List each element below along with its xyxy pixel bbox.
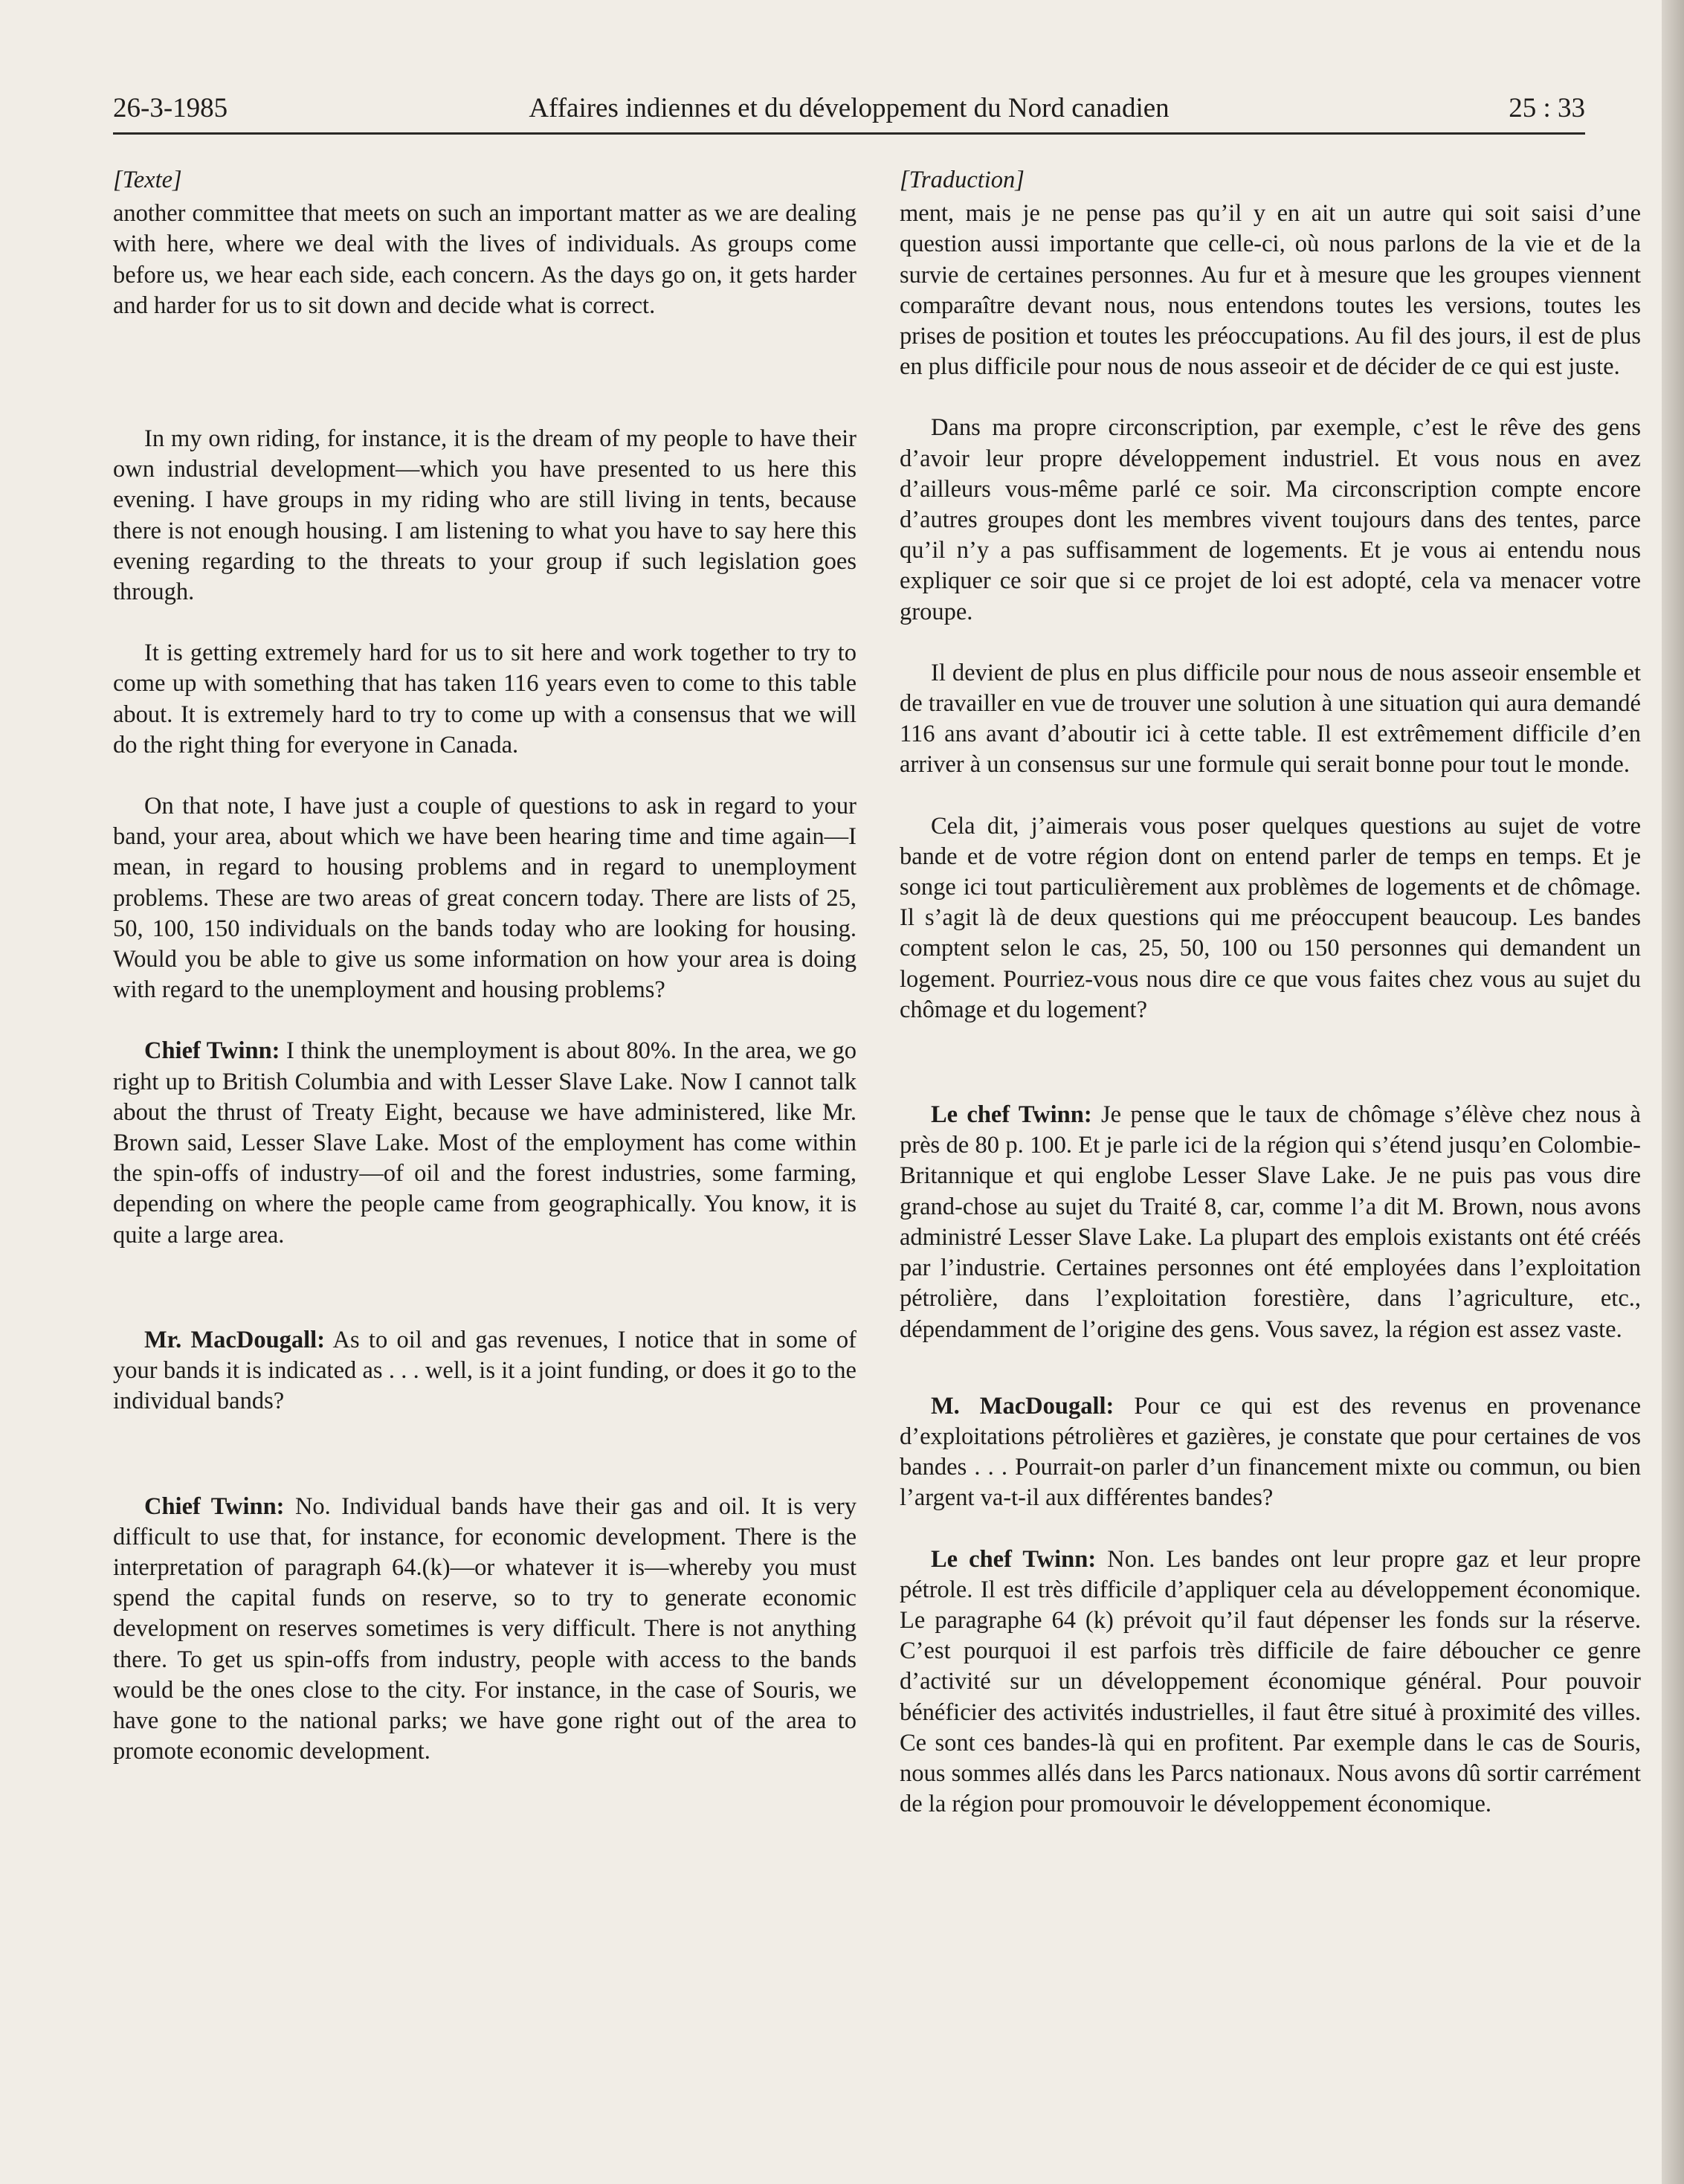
paragraph bbox=[900, 658, 1641, 781]
paragraph-text: Non. Les bandes ont leur propre gaz et leur propre pétrole. Il est très difficile d’appliquer cela au développement économique. Le paragraphe 64 (k) prévoit qu’il faut dépenser les fonds sur la réserve. C’est pourquoi il est parfois très difficile de faire déboucher ce genre d’activité sur un développement économique général. Pour pouvoir bénéficier des activités industrielles, il faut être situé à proximité des villes. Ce sont ces bandes-là qui en profitent. Par exemple dans le cas de Souris, nous sommes allés dans les Parcs nationaux. Nous avons dû sortir carrément de la région pour promouvoir le développement économique. bbox=[900, 1545, 1641, 1818]
running-header bbox=[113, 88, 1585, 129]
paragraph bbox=[113, 199, 856, 321]
paragraph bbox=[900, 1100, 1641, 1345]
paragraph bbox=[113, 1325, 856, 1417]
right-column-french bbox=[900, 165, 1641, 1820]
paragraph bbox=[113, 638, 856, 761]
paragraph-text: another committee that meets on such an important matter as we are dealing with here, where we deal with the lives of individuals. As groups come before us, we hear each side, each concern. As the days go on, it gets harder and harder for us to sit down and decide what is correct. bbox=[113, 200, 856, 319]
paragraph-text: Il devient de plus en plus difficile pour nous de nous asseoir ensemble et de travailler en vue de trouver une solution à une situation qui aura demandé 116 ans avant d’aboutir ici à cette table. Il est extrêmement difficile d’en arriver à un consensus sur une formule qui serait bonne pour tout le monde. bbox=[900, 659, 1641, 779]
paragraph-text: I think the unemployment is about 80%. In the area, we go right up to British Columbia and with Lesser Slave Lake. Now I cannot talk about the thrust of Treaty Eight, because we have administered, like Mr. Brown said, Lesser Slave Lake. Most of the employment has come within the spin-offs of industry—of oil and the forest industries, some farming, depending on where the people came from geographically. You know, it is quite a large area. bbox=[113, 1037, 856, 1249]
paragraph-text: It is getting extremely hard for us to sit here and work together to try to come up with something that has taken 116 years even to come to this table about. It is extremely hard to try to come up with a consensus that we will do the right thing for everyone in Canada. bbox=[113, 640, 856, 758]
left-column-english bbox=[113, 165, 856, 1767]
column-label: [Texte] bbox=[113, 167, 182, 193]
paragraph-text: ment, mais je ne pense pas qu’il y en ait un autre qui soit saisi d’une question aussi importante que celle-ci, où nous parlons de la vie et de la survie de certaines personnes. Au fur et à mesure que les groupes viennent comparaître devant nous, nous entendons toutes les versions, toutes les prises de position et toutes les préoccupations. Au fil des jours, il est de plus en plus difficile pour nous de nous asseoir et de décider de ce qui est juste. bbox=[900, 200, 1641, 381]
paragraph-text: No. Individual bands have their gas and oil. It is very difficult to use that, for instance, for economic development. There is the interpretation of paragraph 64.(k)—or whatever it is—whereby you must spend the capital funds on reserve, so to try to generate economic development on reserves sometimes is very difficult. There is not anything there. To get us spin-offs from industry, people with access to the bands would be the ones close to the city. For instance, in the case of Souris, we have gone to the national parks; we have gone right out of the area to promote economic development. bbox=[113, 1492, 856, 1765]
speaker-name: Mr. MacDougall: bbox=[144, 1326, 326, 1353]
paragraph-text: As to oil and gas revenues, I notice that in some of your bands it is indicated as . . . well, is it a joint funding, or does it go to the individual bands? bbox=[113, 1326, 856, 1415]
paragraph bbox=[113, 791, 856, 1005]
paragraph bbox=[900, 413, 1641, 627]
paragraph-text: Je pense que le taux de chômage s’élève chez nous à près de 80 p. 100. Et je parle ici de la région qui s’étend jusqu’en Colombie-Britannique et qui englobe Lesser Slave Lake. Je ne puis pas vous dire grand-chose au sujet du Traité 8, car, comme l’a dit M. Brown, nous avons administré Lesser Slave Lake. La plupart des emplois existants ont été créés par l’industrie. Certaines personnes ont été employées dans l’exploitation pétrolière, dans l’exploitation forestière, dans l’agriculture, etc., dépendamment de l’origine des gens. Vous savez, la région est assez vaste. bbox=[900, 1101, 1641, 1343]
paragraph bbox=[900, 1544, 1641, 1820]
speaker-name: Le chef Twinn: bbox=[931, 1545, 1097, 1573]
paragraph-text: On that note, I have just a couple of questions to ask in regard to your band, your area, about which we have been hearing time and time again—I mean, in regard to housing problems and in regard to unemployment problems. These are two areas of great concern today. There are lists of 25, 50, 100, 150 individuals on the bands today who are looking for housing. Would you be able to give us some information on how your area is doing with regard to the unemployment and housing problems? bbox=[113, 793, 856, 1004]
column-label: [Traduction] bbox=[900, 167, 1025, 193]
speaker-name: M. MacDougall: bbox=[931, 1392, 1114, 1420]
paragraph-text: In my own riding, for instance, it is the dream of my people to have their own industrial development—which you have presented to us here this evening. I have groups in my riding who are still living in tents, because there is not enough housing. I am listening to what you have to say here this evening regarding to the threats to your group if such legislation goes through. bbox=[113, 425, 856, 606]
paragraph bbox=[113, 1036, 856, 1250]
paragraph bbox=[900, 1391, 1641, 1514]
header-page-number: 25 : 33 bbox=[1509, 93, 1585, 123]
paragraph bbox=[113, 424, 856, 608]
paragraph bbox=[113, 1492, 856, 1768]
paragraph-text: Cela dit, j’aimerais vous poser quelques questions au sujet de votre bande et de votre région dont on entend parler de temps en temps. Et je songe ici tout particulièrement aux problèmes de logements et de chômage. Il s’agit là de deux questions qui me préoccupent beaucoup. Les bandes comptent selon le cas, 25, 50, 100 ou 150 personnes qui demandent un logement. Pourriez-vous nous dire ce que vous faites chez vous au sujet du chômage et du logement? bbox=[900, 812, 1641, 1023]
paragraph bbox=[900, 811, 1641, 1025]
paragraph bbox=[900, 199, 1641, 382]
speaker-name: Chief Twinn: bbox=[144, 1492, 285, 1520]
page-edge-shadow bbox=[1662, 0, 1684, 2184]
header-rule bbox=[113, 132, 1585, 135]
speaker-name: Le chef Twinn: bbox=[931, 1101, 1092, 1129]
header-title: Affaires indiennes et du développement du Nord canadien bbox=[529, 93, 1170, 123]
paragraph-text: Pour ce qui est des revenus en provenance d’exploitations pétrolières et gazières, je constate que pour certaines de vos bandes . . . Pourrait-on parler d’un financement mixte ou commun, ou bien l’argent va-t-il aux différentes bandes? bbox=[900, 1392, 1641, 1512]
header-date: 26-3-1985 bbox=[113, 93, 228, 123]
speaker-name: Chief Twinn: bbox=[144, 1037, 280, 1065]
paragraph-text: Dans ma propre circonscription, par exemple, c’est le rêve des gens d’avoir leur propre développement industriel. Et vous nous en avez d’ailleurs vous-même parlé ce soir. Ma circonscription compte encore d’autres groupes dont les membres vivent toujours dans des tentes, parce qu’il n’y a pas suffisamment de logements. Et je vous ai entendu nous expliquer ce soir que si ce projet de loi est adopté, cela va menacer votre groupe. bbox=[900, 414, 1641, 625]
